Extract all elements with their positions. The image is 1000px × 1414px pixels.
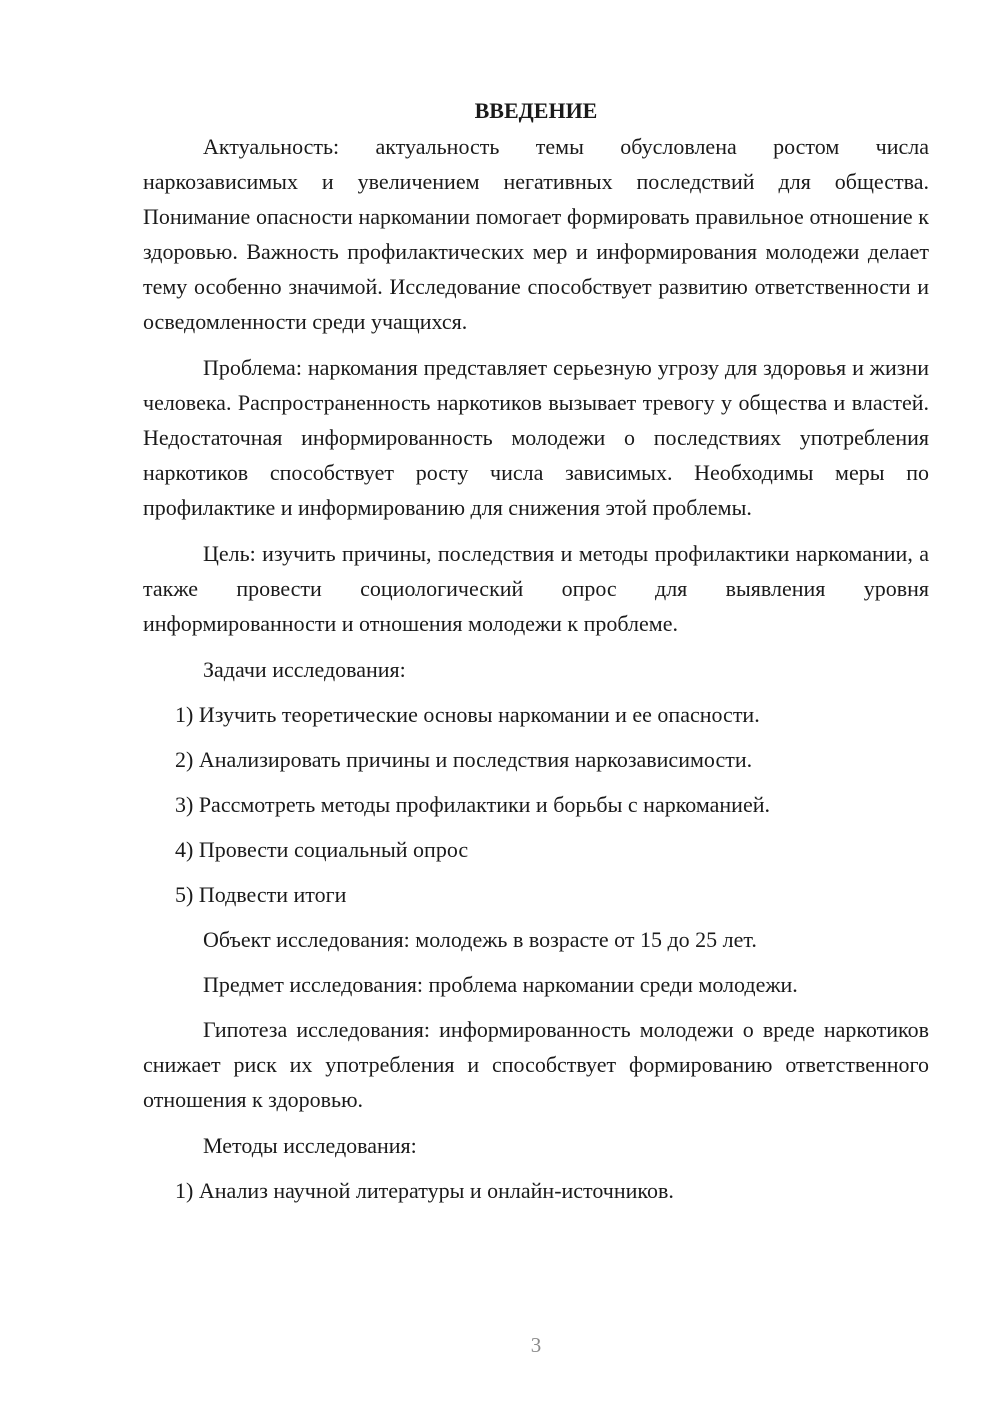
methods-heading: Методы исследования: bbox=[203, 1133, 417, 1158]
task-item-2: 2) Анализировать причины и последствия наркозависимости. bbox=[175, 747, 753, 772]
problem-paragraph: Проблема: наркомания представляет серьезную угрозу для здоровья и жизни человека. Распространенность наркотиков вызывает тревогу у общества и властей. Недостаточная информированность молодежи о последствиях употребления наркотиков способствует росту числа зависимых. Необходимы меры по профилактике и информированию для снижения этой проблемы. bbox=[143, 355, 929, 520]
tasks-heading: Задачи исследования: bbox=[203, 657, 406, 682]
page-number: 3 bbox=[530, 1333, 542, 1357]
object-line: Объект исследования: молодежь в возрасте от 15 до 25 лет. bbox=[203, 927, 757, 952]
task-item-3: 3) Рассмотреть методы профилактики и борьбы с наркоманией. bbox=[175, 792, 770, 817]
task-item-5: 5) Подвести итоги bbox=[175, 882, 347, 907]
subject-line: Предмет исследования: проблема наркомании среди молодежи. bbox=[203, 972, 798, 997]
page-content bbox=[143, 93, 929, 1218]
task-item-1: 1) Изучить теоретические основы наркомании и ее опасности. bbox=[175, 702, 760, 727]
hypothesis-paragraph: Гипотеза исследования: информированность молодежи о вреде наркотиков снижает риск их употребления и способствует формированию ответственного отношения к здоровью. bbox=[143, 1017, 929, 1112]
section-title: ВВЕДЕНИЕ bbox=[474, 98, 598, 123]
method-item-1: 1) Анализ научной литературы и онлайн-источников. bbox=[175, 1178, 674, 1203]
goal-paragraph: Цель: изучить причины, последствия и методы профилактики наркомании, а также провести социологический опрос для выявления уровня информированности и отношения молодежи к проблеме. bbox=[143, 541, 929, 636]
relevance-paragraph: Актуальность: актуальность темы обусловлена ростом числа наркозависимых и увеличением негативных последствий для общества. Понимание опасности наркомании помогает формировать правильное отношение к здоровью. Важность профилактических мер и информирования молодежи делает тему особенно значимой. Исследование способствует развитию ответственности и осведомленности среди учащихся. bbox=[143, 134, 929, 334]
task-item-4: 4) Провести социальный опрос bbox=[175, 837, 469, 862]
